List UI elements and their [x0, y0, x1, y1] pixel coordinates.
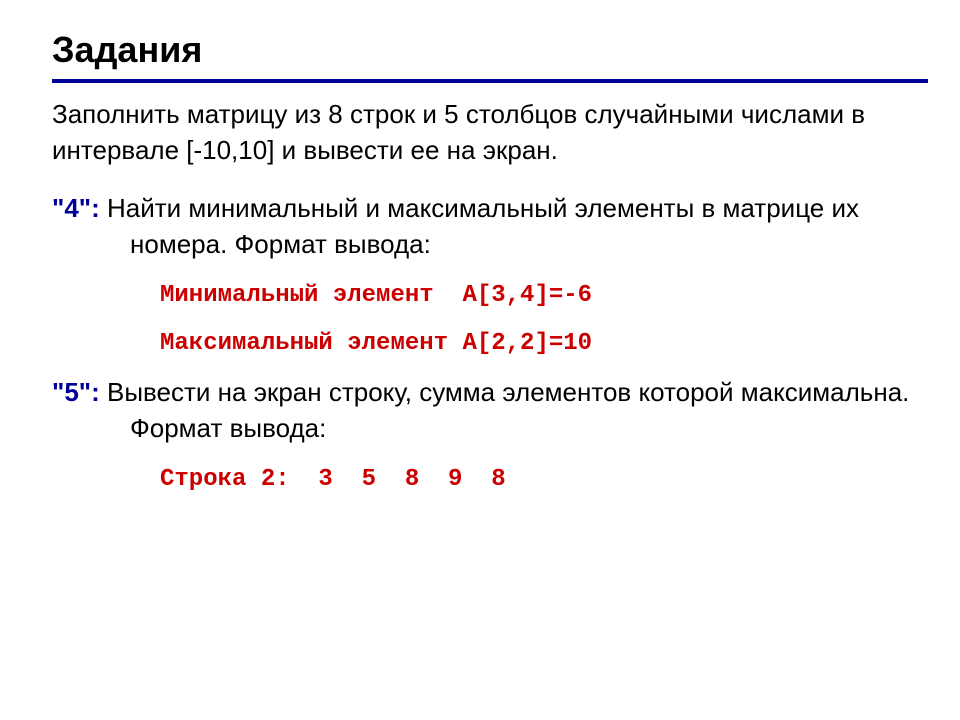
- slide-title: Задания: [52, 29, 203, 70]
- intro-text: Заполнить матрицу из 8 строк и 5 столбцов случайными числами в интервале [-10,10] и вывести ее на экран.: [52, 99, 866, 165]
- task-4: [52, 190, 942, 262]
- task-5: [52, 374, 942, 446]
- example-min-output: Минимальный элемент A[3,4]=-6: [160, 282, 593, 309]
- task-4-grade: "4":: [52, 193, 107, 223]
- task-4-text: Найти минимальный и максимальный элементы в матрице их номера. Формат вывода:: [107, 193, 859, 259]
- title-underline: [52, 79, 928, 83]
- task-5-text: Вывести на экран строку, сумма элементов которой максимальна. Формат вывода:: [107, 377, 910, 443]
- example-max-output: Максимальный элемент A[2,2]=10: [160, 330, 593, 357]
- task-5-grade: "5":: [52, 377, 107, 407]
- example-row-output: Строка 2: 3 5 8 9 8: [160, 466, 506, 493]
